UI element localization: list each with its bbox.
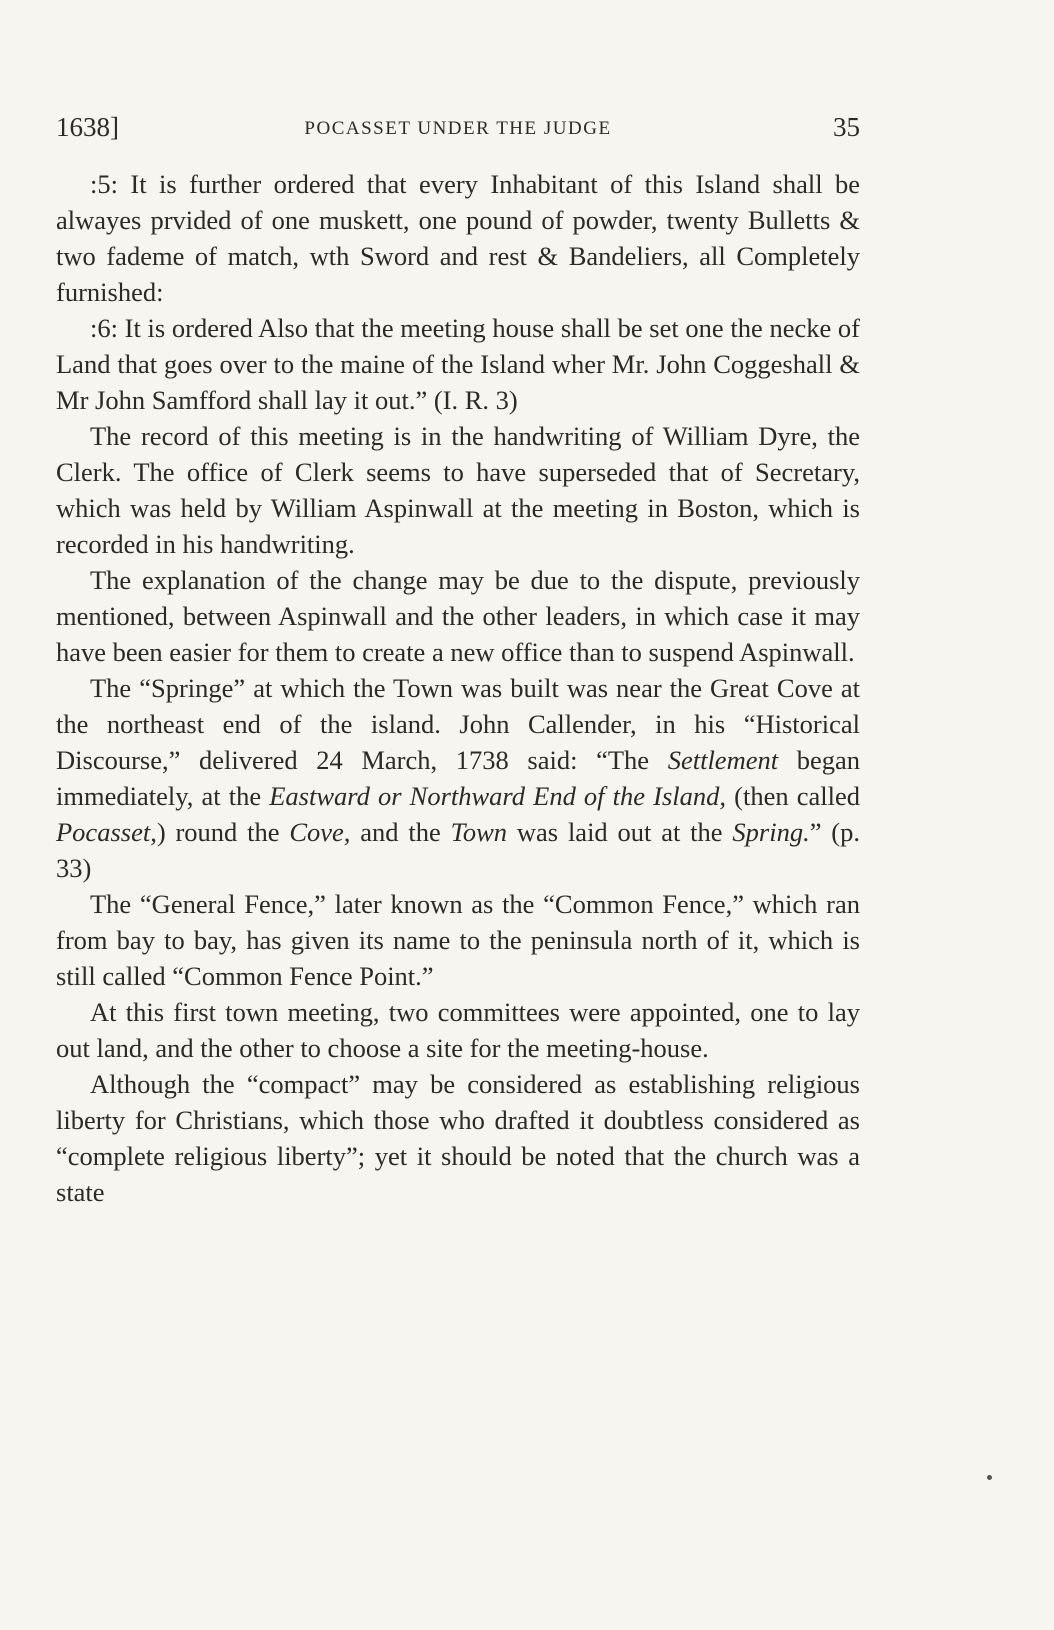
paragraph [56,310,860,418]
book-page [56,112,860,1210]
page-number: 35 [833,112,860,142]
text-run: The “Springe” at which the Town was built was near the Great Cove at the northeast end of the island. John Callender, in his “Historical Discourse,” delivered 24 March, 1738 said: “The [56,673,860,775]
text-run: ” (p. 33) [56,817,860,883]
running-head [56,112,860,152]
text-run: (then called [726,781,860,811]
paragraph [56,418,860,562]
italic-text: Spring. [732,817,810,847]
paragraph [56,886,860,994]
body-text [56,166,860,1210]
header-title: POCASSET UNDER THE JUDGE [304,118,612,139]
italic-text: Pocasset, [56,817,157,847]
paragraph [56,670,860,886]
text-run: Although the “compact” may be considered as establishing religious liberty for Christians, which those who drafted it doubtless considered as “complete religious liberty”; yet it should be noted that the church was a state [56,1069,860,1207]
paragraph [56,994,860,1066]
italic-text: Town [450,817,508,847]
text-run: ) round the [156,817,290,847]
text-run: :5: It is further ordered that every Inhabitant of this Island shall be alwayes prvided of one muskett, one pound of powder, twenty Bulletts & two fademe of match, wth Sword and rest & Bandeliers, all Completely furnished: [56,169,860,307]
text-run: and the [350,817,451,847]
text-run: :6: It is ordered Also that the meeting house shall be set one the necke of Land that goes over to the maine of the Island wher Mr. John Coggeshall & Mr John Samfford shall lay it out.” (I. R. 3) [56,313,860,415]
text-run: The record of this meeting is in the handwriting of William Dyre, the Clerk. The office of Clerk seems to have superseded that of Secretary, which was held by William Aspinwall at the meeting in Boston, which is recorded in his handwriting. [56,421,860,559]
text-run: began immediately, at the [56,745,860,811]
paragraph [56,166,860,310]
text-run: At this first town meeting, two committees were appointed, one to lay out land, and the other to choose a site for the meeting-house. [56,997,860,1063]
paragraph [56,562,860,670]
paragraph [56,1066,860,1210]
italic-text: Cove, [289,817,351,847]
italic-text: Settlement [667,745,779,775]
text-run: was laid out at the [507,817,733,847]
speck-mark [987,1475,992,1480]
italic-text: Eastward or Northward End of the Island, [269,781,727,811]
text-run: The explanation of the change may be due to the dispute, previously mentioned, between Aspinwall and the other leaders, in which case it may have been easier for them to create a new office than to suspend Aspinwall. [56,565,860,667]
text-run: The “General Fence,” later known as the “Common Fence,” which ran from bay to bay, has given its name to the peninsula north of it, which is still called “Common Fence Point.” [56,889,860,991]
header-year: 1638] [56,112,119,142]
